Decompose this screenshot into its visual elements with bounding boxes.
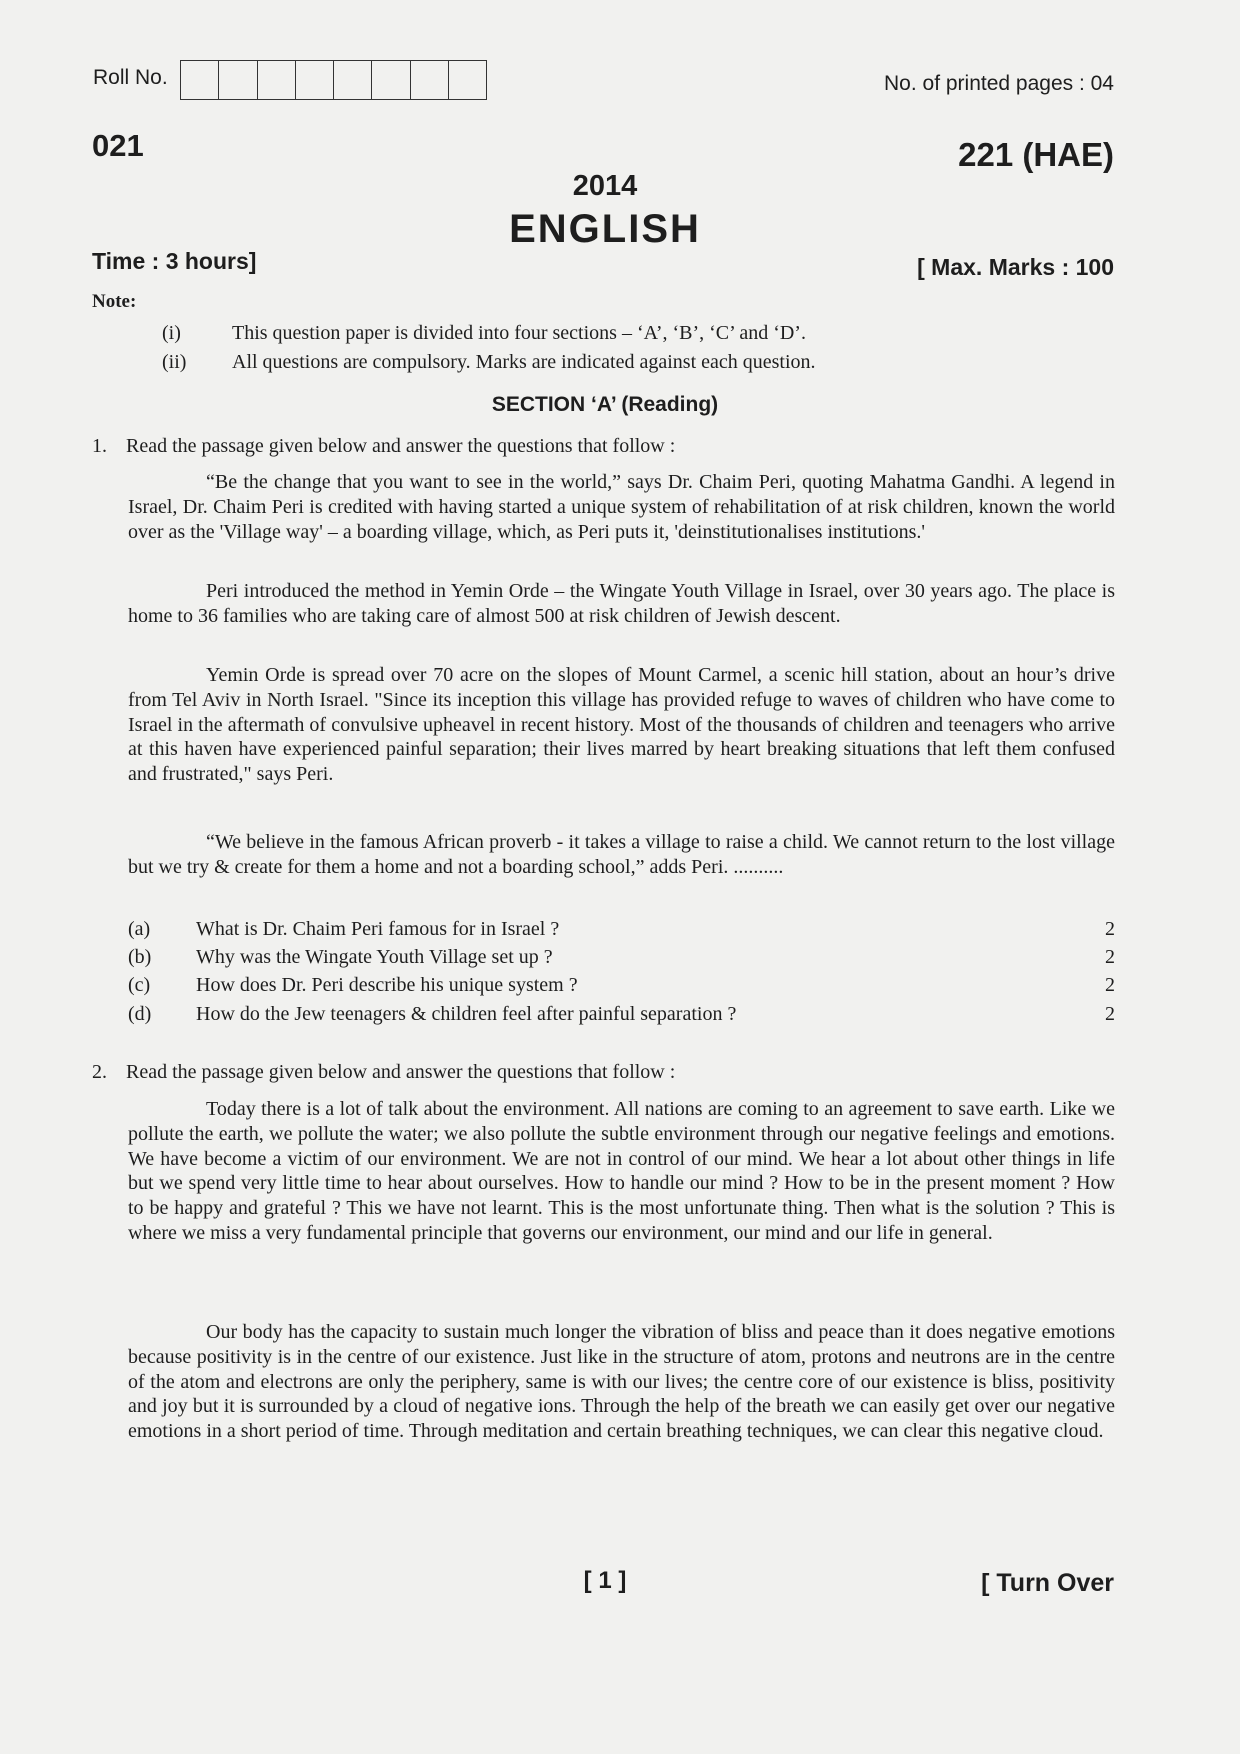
note-item (162, 322, 1062, 345)
roll-digit-box[interactable] (372, 61, 410, 99)
note-item (162, 351, 1062, 374)
question-instruction: Read the passage given below and answer the questions that follow : (126, 435, 676, 457)
question-number: 2. (92, 1061, 107, 1083)
sub-question-marks: 2 (1105, 1003, 1115, 1025)
sub-question-letter: (a) (128, 918, 151, 940)
passage-2-paragraph: Our body has the capacity to sustain much longer the vibration of bliss and peace than it does negative emotions because positivity is in the centre of our existence. Just like in the structure of atom, protons and neutrons are in the centre of the atom and electrons are only the periphery, same is with our lives; the centre core of our existence is bliss, positivity and joy but it is surrounded by a cloud of negative ions. Through the help of the breath we can easily get over our negative emotions in a short period of time. Through meditation and certain breathing techniques, we can clear this negative cloud. (128, 1321, 1115, 1443)
sub-question-marks: 2 (1105, 946, 1115, 968)
sub-question-text: Why was the Wingate Youth Village set up ? (196, 946, 553, 968)
sub-question-text: What is Dr. Chaim Peri famous for in Israel ? (196, 918, 560, 940)
roll-digit-box[interactable] (411, 61, 449, 99)
printed-pages: No. of printed pages : 04 (884, 72, 1114, 95)
question-2-instruction (92, 1061, 1112, 1084)
time-allowed: Time : 3 hours] (92, 248, 257, 274)
sub-question-text: How does Dr. Peri describe his unique system ? (196, 974, 578, 996)
max-marks: [ Max. Marks : 100 (917, 254, 1114, 280)
sub-question-letter: (c) (128, 974, 151, 996)
roll-digit-box[interactable] (181, 61, 219, 99)
question-instruction: Read the passage given below and answer the questions that follow : (126, 1061, 676, 1083)
passage-2-paragraph: Today there is a lot of talk about the environment. All nations are coming to an agreement to save earth. Like we pollute the earth, we pollute the water; we also pollute the subtle environment through our negative feelings and emotions. We have become a victim of our environment. We are not in control of our mind. We hear a lot about other things in life but we spend very little time to hear about ourselves. How to handle our mind ? How to be in the present moment ? How to be happy and grateful ? This we have not learnt. This is the most unfortunate thing. Then what is the solution ? This is where we miss a very fundamental principle that governs our environment, our mind and our life in general. (128, 1098, 1115, 1244)
note-label: Note: (92, 291, 137, 312)
question-1-instruction (92, 435, 1112, 458)
sub-question (128, 918, 1115, 941)
note-number: (i) (162, 322, 181, 344)
note-number: (ii) (162, 351, 187, 373)
sub-question-letter: (d) (128, 1003, 152, 1025)
paper-code-left: 021 (92, 128, 144, 163)
sub-question-letter: (b) (128, 946, 152, 968)
roll-digit-box[interactable] (449, 61, 486, 99)
passage-1-paragraph: “We believe in the famous African proverb - it takes a village to raise a child. We cannot return to the lost village but we try & create for them a home and not a boarding school,” adds Peri. .......... (128, 831, 1115, 878)
paper-code-right: 221 (HAE) (958, 136, 1114, 173)
roll-digit-box[interactable] (296, 61, 334, 99)
sub-question-marks: 2 (1105, 918, 1115, 940)
note-text: This question paper is divided into four sections – ‘A’, ‘B’, ‘C’ and ‘D’. (232, 322, 806, 344)
sub-question (128, 946, 1115, 969)
page-number: [ 1 ] (583, 1567, 627, 1594)
turn-over-label: [ Turn Over (981, 1569, 1114, 1597)
passage-1-paragraph: Yemin Orde is spread over 70 acre on the slopes of Mount Carmel, a scenic hill station, about an hour’s drive from Tel Aviv in North Israel. "Since its inception this village has provided refuge to waves of children who have come to Israel in the aftermath of convulsive upheavel in recent history. Most of the thousands of children and teenagers who arrive at this haven have experienced painful separation; their lives marred by heart breaking situations that left them confused and frustrated," says Peri. (128, 664, 1115, 786)
sub-question-marks: 2 (1105, 974, 1115, 996)
passage-1-paragraph: Peri introduced the method in Yemin Orde – the Wingate Youth Village in Israel, over 30 years ago. The place is home to 36 families who are taking care of almost 500 at risk children of Jewish descent. (128, 580, 1115, 627)
sub-question-text: How do the Jew teenagers & children feel after painful separation ? (196, 1003, 737, 1025)
roll-digit-box[interactable] (258, 61, 296, 99)
roll-number-boxes[interactable] (180, 60, 487, 100)
subject-title: ENGLISH (509, 207, 701, 251)
roll-digit-box[interactable] (219, 61, 257, 99)
roll-digit-box[interactable] (334, 61, 372, 99)
section-a-title: SECTION ‘A’ (Reading) (491, 393, 719, 416)
roll-number-label: Roll No. (93, 66, 168, 89)
sub-question (128, 1003, 1115, 1026)
exam-year: 2014 (572, 170, 638, 202)
question-number: 1. (92, 435, 107, 457)
note-text: All questions are compulsory. Marks are indicated against each question. (232, 351, 816, 373)
sub-question (128, 974, 1115, 997)
passage-1-paragraph: “Be the change that you want to see in the world,” says Dr. Chaim Peri, quoting Mahatma Gandhi. A legend in Israel, Dr. Chaim Peri is credited with having started a unique system of rehabilitation of at risk children, known the world over as the 'Village way' – a boarding village, which, as Peri puts it, 'deinstitutionalises institutions.' (128, 471, 1115, 543)
